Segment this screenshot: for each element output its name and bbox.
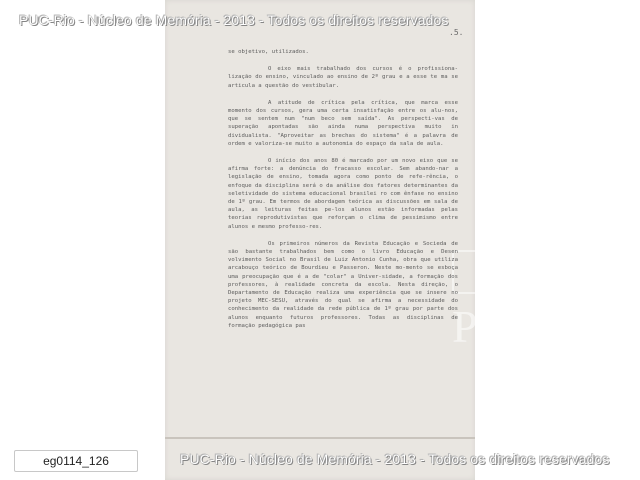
page-margin-right [475,0,640,480]
paragraph-4: O início dos anos 80 é marcado por um novo eixo que se afirma forte: a denúncia do fracasso escolar. Sem abando-nar a legislação de ensino, tomada agora como ponto de refe-rência, o enfoque da disciplina será o da análise dos fatores determinantes da seletividade do sistema educacional brasilei ro com ênfase no ensino de 1º grau. Em termos de abordagem teórica as discussões em sala de aula, as leituras feitas pe-los alunos estão informadas pelas teorias reprodutivistas que reforçam o clima de pessimismo entre alunos e mesmo professo-res. [228,158,458,230]
copyright-watermark-top: PUC-Rio - Núcleo de Memória - 2013 - Todos os direitos reservados [19,12,449,28]
document-body-text [228,48,458,339]
page-number: .5. [449,28,464,37]
paragraph-1: se objetivo, utilizados. [228,49,309,55]
image-id-label: eg0114_126 [14,450,138,472]
faint-logo-watermark: PUC [452,301,548,352]
paragraph-2: O eixo mais trabalhado dos cursos é o profissiona-lização do ensino, vinculado ao ensino de 2º grau e a esse te ma se articula a questão do vestibular. [228,66,458,89]
paragraph-3: A atitude de crítica pela crítica, que marca esse momento dos cursos, gera uma certa insatisfação entre os alu-nos, que se sentem num "num beco sem saída". As perspecti-vas de superação apontadas são ainda numa perspectiva muito in dividualista. "Aproveitar as brechas do sistema" é a palavra de ordem e valoriza-se muito a autonomia do espaço da sala de aula. [228,99,458,147]
paragraph-5: Os primeiros números da Revista Educação e Socieda de são bastante trabalhados bem como o livro Educação e Desen volvimento Social no Brasil de Luiz Antonio Cunha, obra que utiliza arcabouço teórico de Bourdieu e Passeron. Neste mo-mento se esboça uma preocupação que é a de "colar" a Univer-sidade, a formação dos professores, à realidade concreta da escola. Nesta direção, o Departamento de Educação realiza uma experiência que se insere no projeto MEC-SESU, através do qual se afirma a necessidade do conhecimento da realidade da rede pública de 1º grau por parte dos alunos enquanto futuros professores. Todas as disciplinas de formação pedagógica pas [228,240,458,329]
page-bottom-edge [165,437,475,439]
copyright-watermark-bottom: PUC-Rio - Núcleo de Memória - 2013 - Todos os direitos reservados [180,451,610,467]
